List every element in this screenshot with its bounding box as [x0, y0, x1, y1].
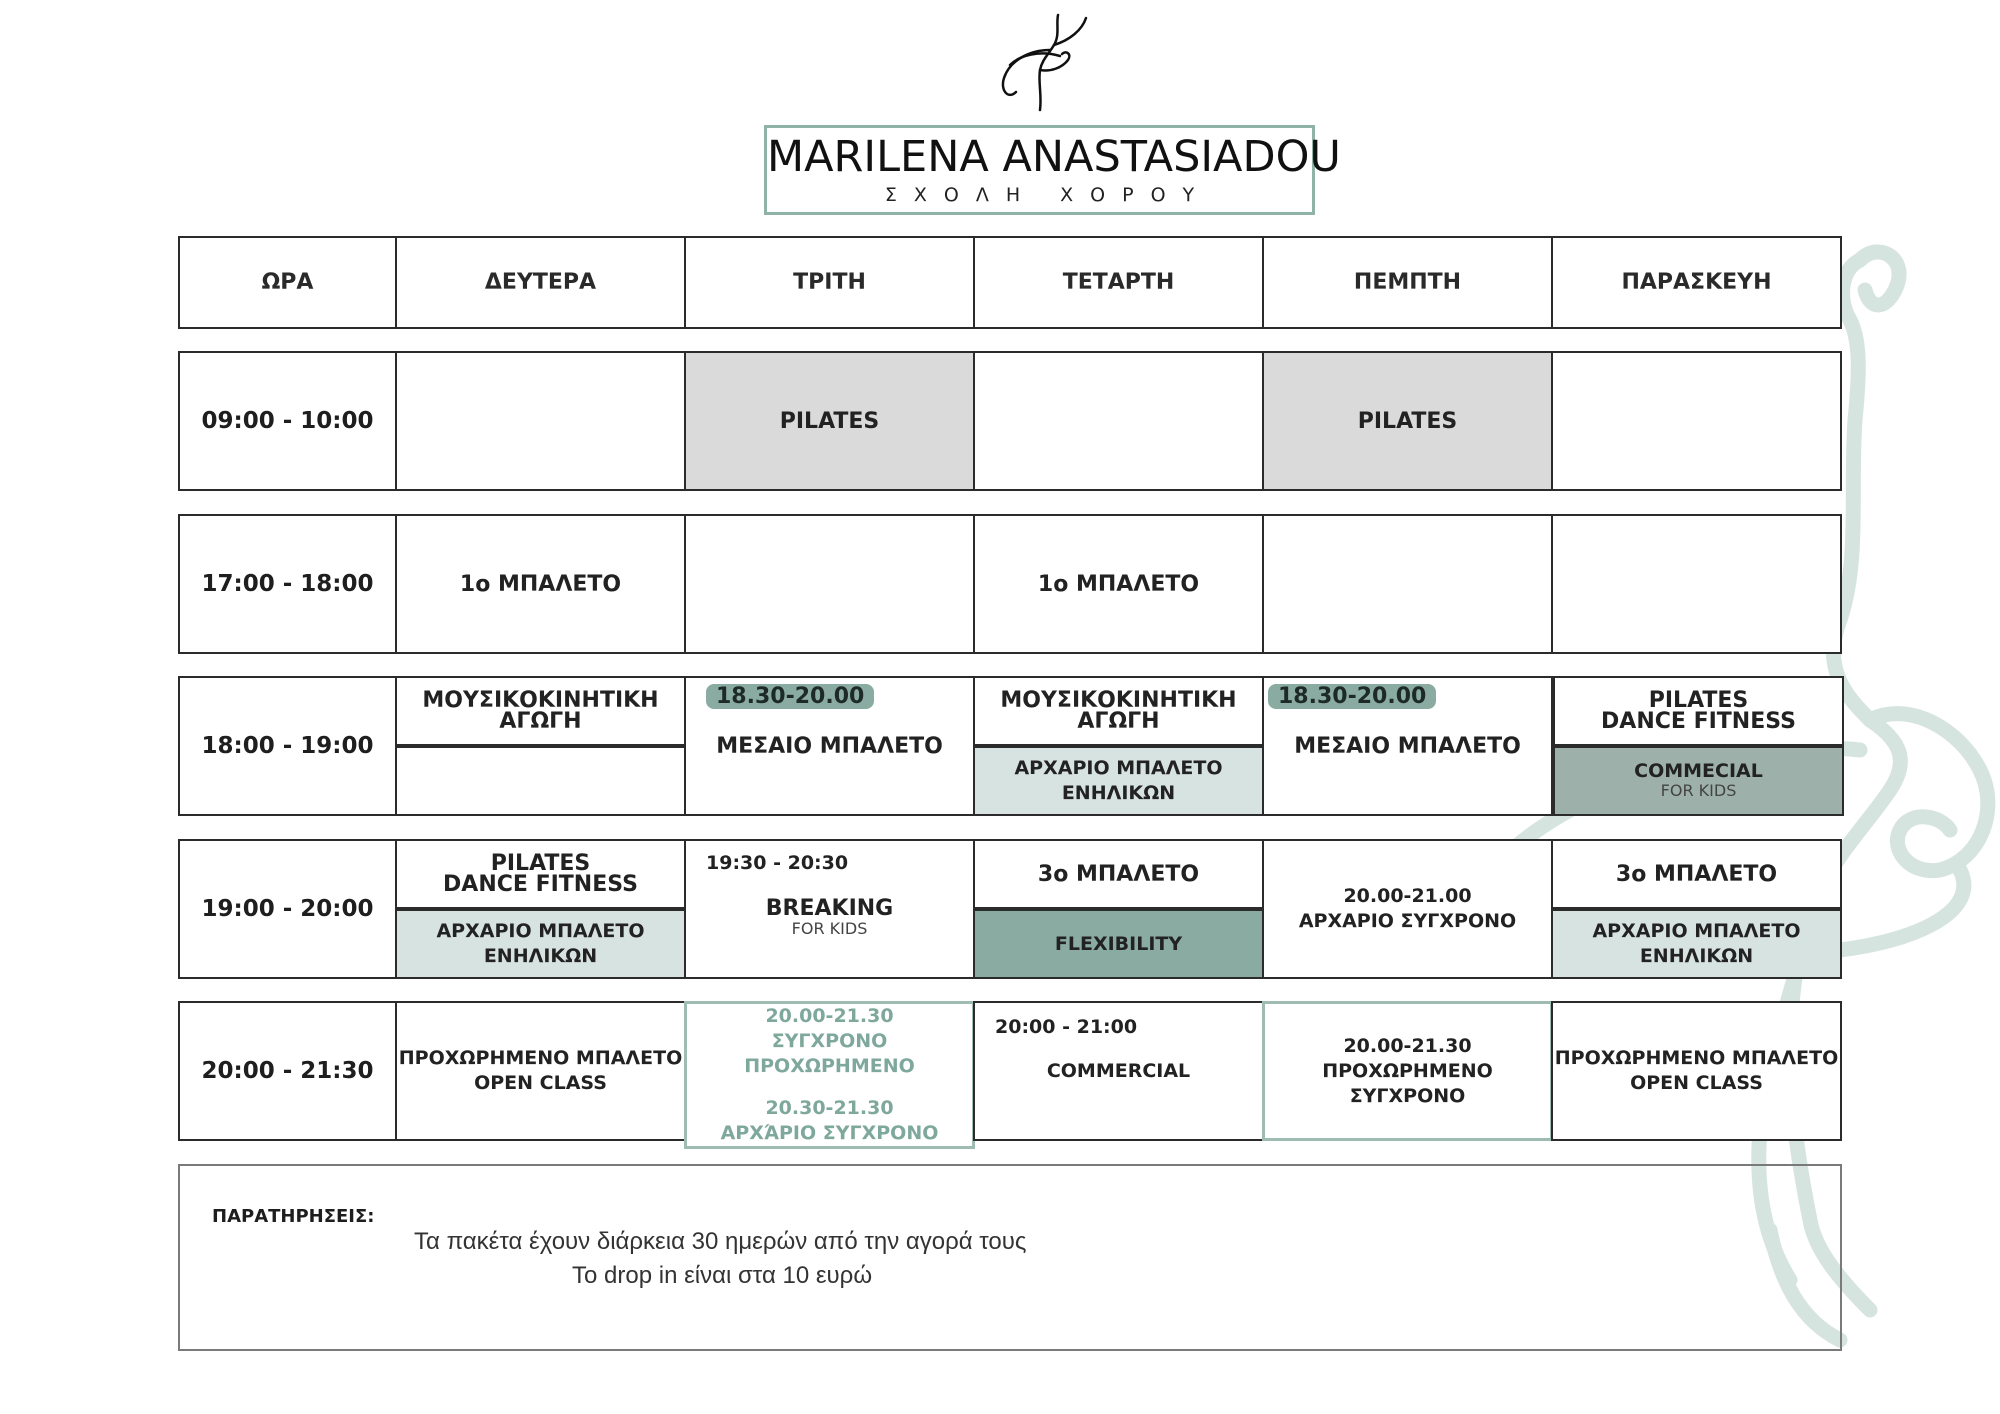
row4-tuesday-time: 19:30 - 20:30 [706, 852, 849, 874]
row2-monday: 1ο ΜΠΑΛΕΤΟ [395, 514, 686, 654]
row5-time: 20:00 - 21:30 [178, 1001, 397, 1141]
brand-logo-box [764, 125, 1341, 215]
row4-wednesday-top: 3ο ΜΠΑΛΕΤΟ [973, 839, 1264, 909]
row4-tuesday: 19:30 - 20:30 BREAKING FOR KIDS [684, 839, 975, 979]
row2-wednesday: 1ο ΜΠΑΛΕΤΟ [973, 514, 1264, 654]
row3-wednesday-top: ΜΟΥΣΙΚΟΚΙΝΗΤΙΚΗ ΑΓΩΓΗ [973, 676, 1264, 746]
row2-time: 17:00 - 18:00 [178, 514, 397, 654]
row3-thursday-time-pill: 18.30-20.00 [1268, 684, 1436, 709]
header-time: ΩΡΑ [178, 236, 397, 329]
row4-monday-top: PILATES DANCE FITNESS [395, 839, 686, 909]
brand-subtitle: ΣΧΟΛΗ ΧΟΡΟΥ [884, 184, 1212, 206]
row1-friday [1551, 351, 1842, 491]
row4-time: 19:00 - 20:00 [178, 839, 397, 979]
header-thursday: ΠΕΜΠΤΗ [1262, 236, 1553, 329]
row5-wednesday: 20:00 - 21:00 COMMERCIAL [973, 1001, 1264, 1141]
row4-wednesday-bottom: FLEXIBILITY [973, 909, 1264, 979]
row3-friday-bottom: COMMECIAL FOR KIDS [1553, 746, 1844, 816]
row4-friday-bottom: ΑΡΧΑΡΙΟ ΜΠΑΛΕΤΟ ΕΝΗΛΙΚΩΝ [1551, 909, 1842, 979]
row2-thursday [1262, 514, 1553, 654]
row5-monday: ΠΡΟΧΩΡΗΜΕΝΟ ΜΠΑΛΕΤΟ OPEN CLASS [395, 1001, 686, 1141]
row4-thursday: 20.00-21.00 ΑΡΧΑΡΙΟ ΣΥΓΧΡΟΝΟ [1262, 839, 1553, 979]
header-wednesday: ΤΕΤΑΡΤΗ [973, 236, 1264, 329]
row1-wednesday [973, 351, 1264, 491]
row5-friday: ΠΡΟΧΩΡΗΜΕΝΟ ΜΠΑΛΕΤΟ OPEN CLASS [1551, 1001, 1842, 1141]
dancer-logo-icon [990, 10, 1090, 120]
row3-monday-top: ΜΟΥΣΙΚΟΚΙΝΗΤΙΚΗ ΑΓΩΓΗ [395, 676, 686, 746]
notes-label: ΠΑΡΑΤΗΡΗΣΕΙΣ: [212, 1206, 375, 1227]
brand-name: MARILENA ANASTASIADOU [767, 132, 1341, 182]
notes-line-2: Το drop in είναι στα 10 ευρώ [572, 1262, 873, 1289]
row5-thursday: 20.00-21.30 ΠΡΟΧΩΡΗΜΕΝΟ ΣΥΓΧΡΟΝΟ [1262, 1001, 1553, 1141]
row3-time: 18:00 - 19:00 [178, 676, 397, 816]
row4-friday-top: 3ο ΜΠΑΛΕΤΟ [1551, 839, 1842, 909]
row1-monday [395, 351, 686, 491]
row2-friday [1551, 514, 1842, 654]
header-tuesday: ΤΡΙΤΗ [684, 236, 975, 329]
row3-wednesday-bottom: ΑΡΧΑΡΙΟ ΜΠΑΛΕΤΟ ΕΝΗΛΙΚΩΝ [973, 746, 1264, 816]
row3-tuesday: ΜΕΣΑΙΟ ΜΠΑΛΕΤΟ 18.30-20.00 [684, 676, 975, 816]
row5-tuesday: 20.00-21.30 ΣΥΓΧΡΟΝΟ ΠΡΟΧΩΡΗΜΕΝΟ 20.30-21.30 ΑΡΧΆΡΙΟ ΣΥΓΧΡΟΝΟ [684, 1001, 975, 1149]
header-friday: ΠΑΡΑΣΚΕΥΗ [1551, 236, 1842, 329]
row3-thursday: ΜΕΣΑΙΟ ΜΠΑΛΕΤΟ 18.30-20.00 [1262, 676, 1553, 816]
row3-monday-bottom [395, 746, 686, 816]
notes-line-1: Τα πακέτα έχουν διάρκεια 30 ημερών από την αγορά τους [414, 1228, 1027, 1255]
row5-wednesday-time: 20:00 - 21:00 [995, 1016, 1138, 1038]
notes-box [178, 1164, 1842, 1351]
row4-monday-bottom: ΑΡΧΑΡΙΟ ΜΠΑΛΕΤΟ ΕΝΗΛΙΚΩΝ [395, 909, 686, 979]
row3-tuesday-time-pill: 18.30-20.00 [706, 684, 874, 709]
row1-thursday: PILATES [1262, 351, 1553, 491]
row2-tuesday [684, 514, 975, 654]
row1-time: 09:00 - 10:00 [178, 351, 397, 491]
row3-friday-top: PILATES DANCE FITNESS [1553, 676, 1844, 746]
row1-tuesday: PILATES [684, 351, 975, 491]
header-monday: ΔΕΥΤΕΡΑ [395, 236, 686, 329]
